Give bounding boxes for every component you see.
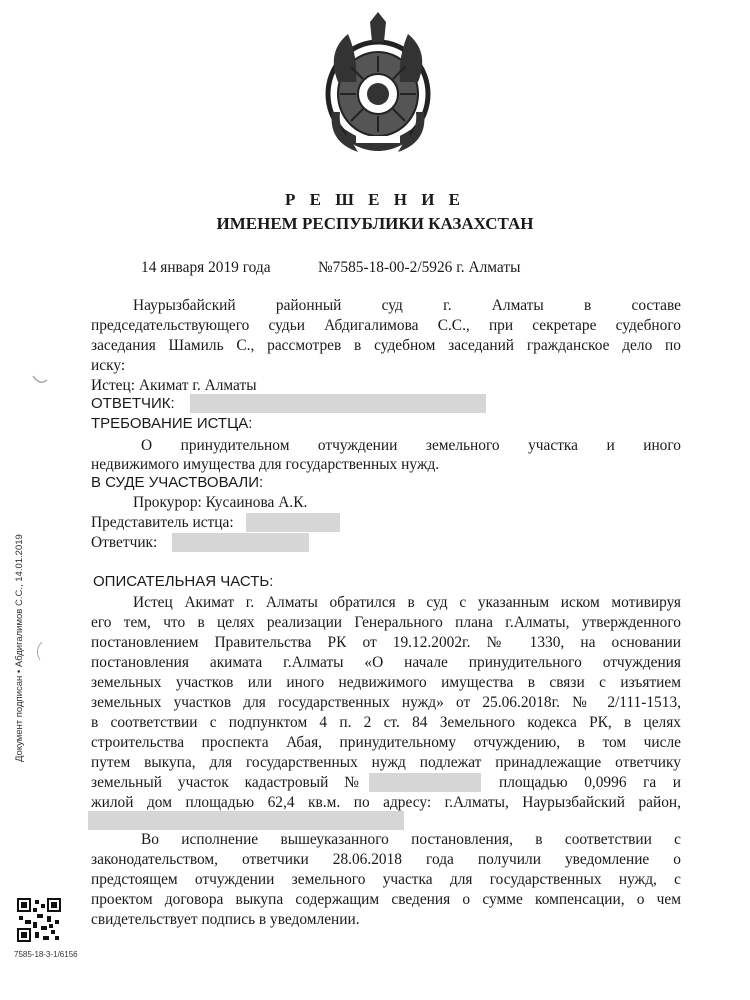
- prosecutor: Прокурор: Кусаинова А.К.: [133, 494, 308, 511]
- intro-line: иску:: [91, 357, 126, 374]
- plaintiff: Истец: Акимат г. Алматы: [91, 377, 257, 394]
- state-emblem: [318, 12, 438, 160]
- redaction-box: [88, 811, 404, 830]
- document-title: Р Е Ш Е Н И Е: [284, 190, 465, 209]
- body-line: постановления акимата г.Алматы «О начале принудительного отчуждения: [91, 654, 681, 671]
- body-line: в соответствии с подпунктом 4 п. 2 ст. 84 Земельного кодекса РК, в целях: [91, 714, 681, 731]
- document-subtitle: ИМЕНЕМ РЕСПУБЛИКИ КАЗАХСТАН: [216, 214, 534, 233]
- body-line: Истец Акимат г. Алматы обратился в суд с указанным иском мотивируя: [133, 594, 681, 611]
- body-line: путем выкупа, для государственных нужд подлежат принадлежащие ответчику: [91, 754, 681, 771]
- redaction-box: [246, 513, 340, 532]
- body-line: свидетельствует подпись в уведомлении.: [91, 911, 360, 928]
- decision-date: 14 января 2019 года: [141, 259, 271, 276]
- claim-line: О принудительном отчуждении земельного участка и иного: [141, 437, 681, 454]
- scan-mark: [32, 640, 46, 662]
- intro-line: председательствующего судьи Абдигалимова С.С., при секретаре судебного: [91, 317, 681, 334]
- body-line: проектом договора выкупа содержащим сведения о сумме компенсации, о чем: [91, 891, 681, 908]
- claim-label: ТРЕБОВАНИЕ ИСТЦА:: [91, 415, 253, 432]
- qr-caption: 7585-18-3-1/6156: [14, 950, 78, 959]
- body-line: законодательством, ответчики 28.06.2018 года получили уведомление о: [91, 851, 681, 868]
- case-number: №7585-18-00-2/5926 г. Алматы: [318, 259, 521, 276]
- claim-line: недвижимого имущества для государственных нужд.: [91, 456, 440, 473]
- body-line: постановлением Правительства РК от 19.12.2002г. № 1330, на основании: [91, 634, 681, 651]
- qr-code-icon: [17, 898, 61, 942]
- redaction-box: [369, 773, 481, 792]
- participants-label: В СУДЕ УЧАСТВОВАЛИ:: [91, 474, 264, 491]
- body-line: его тем, что в целях реализации Генерального плана г.Алматы, утвержденного: [91, 614, 681, 631]
- respondent: Ответчик:: [91, 534, 158, 551]
- redaction-box: [172, 533, 309, 552]
- intro-line: заседания Шамиль С., рассмотрев в судебном заседаний гражданское дело по: [91, 337, 681, 354]
- defendant-label: ОТВЕТЧИК:: [91, 395, 175, 412]
- scan-mark: [30, 370, 50, 390]
- body-line: строительства проспекта Абая, принудительному отчуждению, в том числе: [91, 734, 681, 751]
- redaction-box: [190, 394, 486, 413]
- representative: Представитель истца:: [91, 514, 234, 531]
- body-line: Во исполнение вышеуказанного постановления, в соответствии с: [141, 831, 681, 848]
- body-line: предстоящем отчуждении земельного участка для государственных нужд, с: [91, 871, 681, 888]
- digital-signature-note: Документ подписан • Абдигалимов С.С., 14.01.2019: [14, 534, 25, 762]
- body-line: земельных участков для государственных нужд» от 25.06.2018г. № 2/111-1513,: [91, 694, 681, 711]
- parcel-prefix: земельный участок кадастровый №: [91, 774, 359, 791]
- descriptive-heading: ОПИСАТЕЛЬНАЯ ЧАСТЬ:: [93, 573, 274, 590]
- parcel-suffix: площадью 0,0996 га и: [499, 774, 681, 791]
- body-line: земельных участков или иного недвижимого имущества в связи с изъятием: [91, 674, 681, 691]
- intro-line: Наурызбайский районный суд г. Алматы в составе: [133, 297, 681, 314]
- house-line: жилой дом площадью 62,4 кв.м. по адресу: г.Алматы, Наурызбайский район,: [91, 794, 681, 811]
